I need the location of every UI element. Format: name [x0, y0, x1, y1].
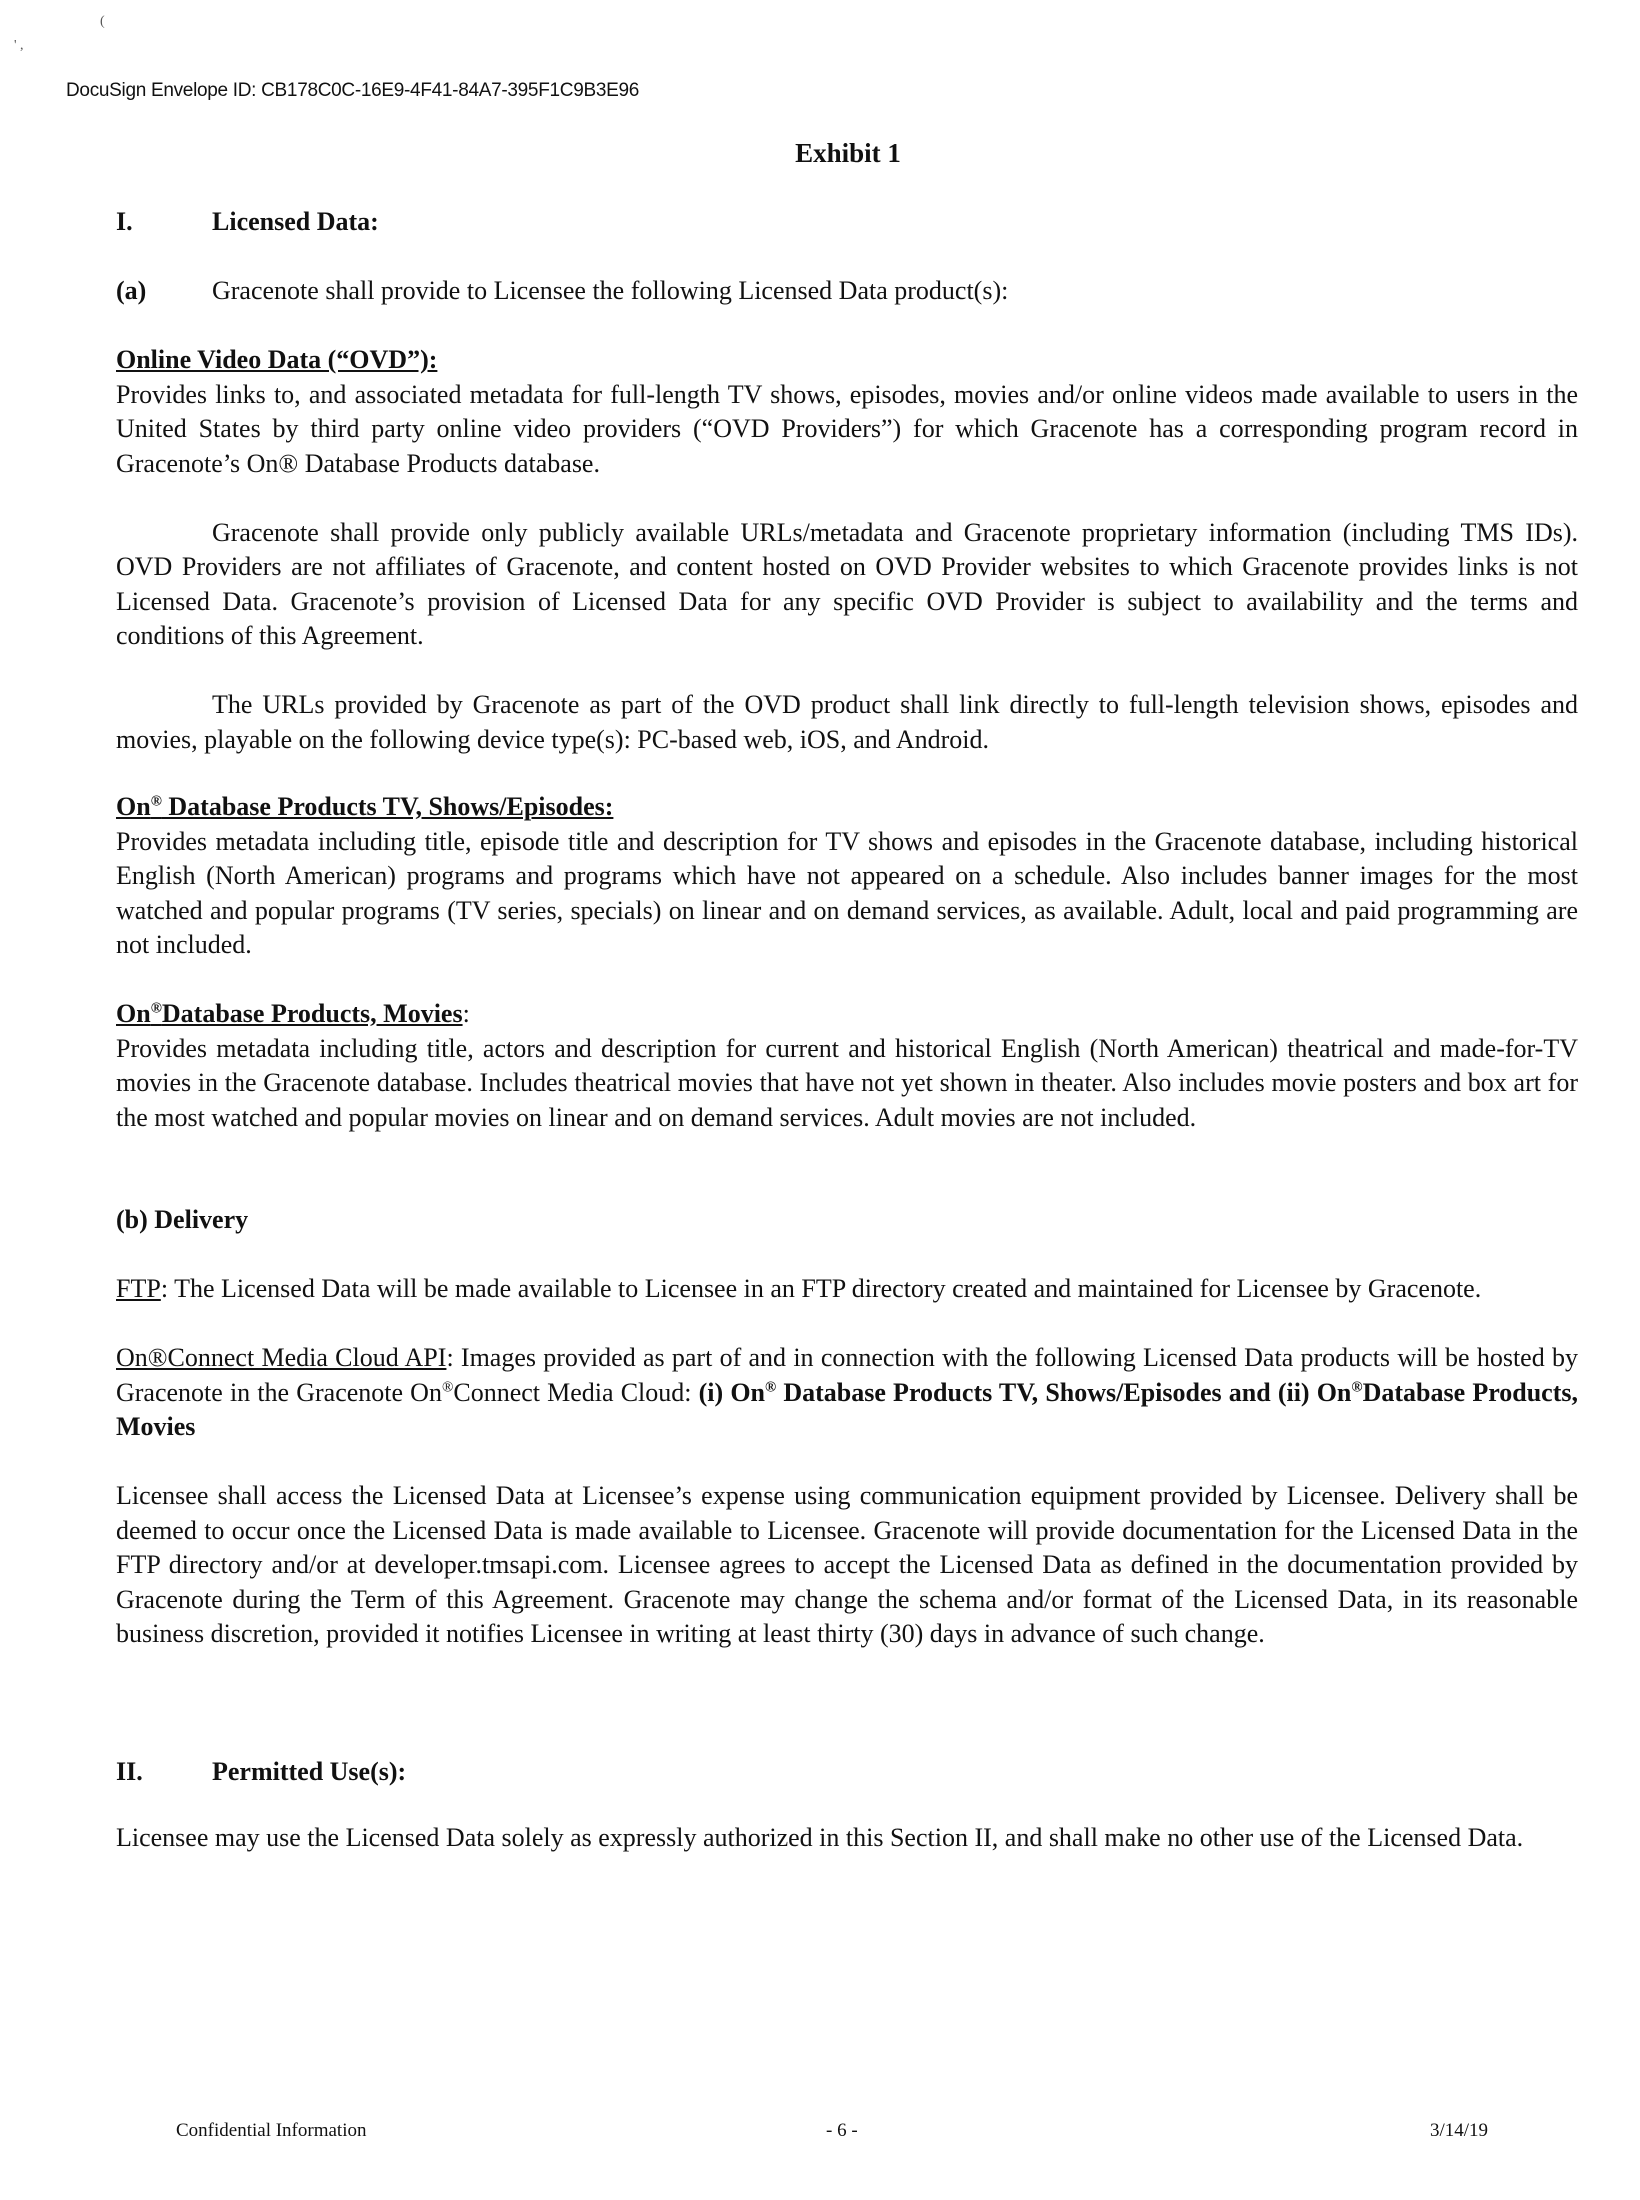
- tv-section: [116, 790, 1578, 963]
- heading-part: Database Products, Movies: [161, 999, 463, 1028]
- heading-colon: :: [462, 999, 470, 1028]
- subsection-number: (a): [116, 276, 147, 305]
- heading-part: Database Products TV, Shows/Episodes:: [161, 792, 614, 821]
- ovd-paragraph: Gracenote shall provide only publicly available URLs/metadata and Gracenote proprietary information (including TMS IDs). OVD Providers are not affiliates of Gracenote, and content hosted on OVD Provider websites to which Gracenote provides links is not Licensed Data. Gracenote’s provision of Licensed Data for any specific OVD Provider is subject to availability and the terms and conditions of this Agreement.: [116, 517, 1578, 650]
- registered-mark: ®: [441, 1378, 454, 1395]
- permitted-use-paragraph: Licensee may use the Licensed Data solely as expressly authorized in this Section II, and shall make no other use of the Licensed Data.: [116, 1823, 1524, 1852]
- section-number: I.: [116, 207, 133, 236]
- section-title: Permitted Use(s):: [212, 1757, 407, 1786]
- ovd-paragraph: Provides links to, and associated metadata for full-length TV shows, episodes, movies and/or online videos made available to users in the United States by third party online video providers (“OVD Providers”) for which Gracenote has a corresponding program record in Gracenote’s On® Database Products database.: [116, 379, 1578, 478]
- subsection-a: [116, 274, 1578, 309]
- section-heading-permitted-uses: [116, 1755, 1578, 1790]
- delivery-paragraph: Licensee shall access the Licensed Data at Licensee’s expense using communication equipment provided by Licensee. Delivery shall be deemed to occur once the Licensed Data is made available to Licensee. Gracenote will provide documentation for the Licensed Data in the FTP directory and/or at developer.tmsapi.com. Licensee agrees to accept the Licensed Data as defined in the documentation provided by Gracenote during the Term of this Agreement. Gracenote may change the schema and/or format of the Licensed Data, in its reasonable business discretion, provided it notifies Licensee in writing at least thirty (30) days in advance of such change.: [116, 1481, 1578, 1648]
- api-text: : Images provided as part of and in connection with the following Licensed Data products will be hosted by Gracenote in the Gracenote On: [116, 1343, 1578, 1407]
- ftp-text: : The Licensed Data will be made available to Licensee in an FTP directory created and maintained for Licensee by Gracenote.: [160, 1274, 1482, 1303]
- movies-section: [116, 997, 1578, 1135]
- registered-mark: ®: [150, 1000, 162, 1017]
- api-product: (i) On: [698, 1377, 766, 1407]
- ovd-section: [116, 343, 1578, 757]
- delivery-heading: (b) Delivery: [116, 1205, 249, 1234]
- section-number: II.: [116, 1757, 143, 1786]
- subsection-text: Gracenote shall provide to Licensee the following Licensed Data product(s):: [212, 276, 1009, 305]
- ovd-heading: Online Video Data (“OVD”):: [116, 345, 438, 374]
- page-title: Exhibit 1: [795, 138, 901, 168]
- footer-date: 3/14/19: [1430, 2120, 1489, 2141]
- scan-mark: (: [100, 14, 105, 29]
- section-heading-licensed-data: [116, 205, 1578, 240]
- heading-part: On: [116, 792, 151, 821]
- footer-page-number: - 6 -: [826, 2120, 858, 2141]
- api-text: Connect Media Cloud:: [453, 1377, 699, 1407]
- tv-heading: [116, 790, 1578, 825]
- ovd-paragraph: The URLs provided by Gracenote as part of the OVD product shall link directly to full-length television shows, episodes and movies, playable on the following device type(s): PC-based web, iOS, and Android.: [116, 690, 1578, 754]
- registered-mark: ®: [765, 1378, 777, 1395]
- api-product: Database Products, Movies: [116, 1377, 1579, 1441]
- scan-mark: ' ,: [14, 38, 24, 53]
- footer-confidential: Confidential Information: [176, 2120, 367, 2141]
- envelope-id: DocuSign Envelope ID: CB178C0C-16E9-4F41-84A7-395F1C9B3E96: [66, 80, 640, 101]
- delivery-section: [116, 1203, 1578, 1652]
- heading-part: On: [116, 999, 151, 1028]
- ftp-label: FTP: [116, 1274, 161, 1303]
- movies-heading: [116, 997, 1578, 1032]
- tv-paragraph: Provides metadata including title, episode title and description for TV shows and episodes in the Gracenote database, including historical English (North American) programs and programs which have not appeared on a schedule. Also includes banner images for the most watched and popular programs (TV series, specials) on linear and on demand services, as available. Adult, local and paid programming are not included.: [116, 826, 1578, 959]
- api-label: On®Connect Media Cloud API: [116, 1343, 447, 1372]
- api-paragraph: [116, 1341, 1578, 1445]
- movies-paragraph: Provides metadata including title, actors and description for current and historical English (North American) theatrical and made-for-TV movies in the Gracenote database. Includes theatrical movies that have not yet shown in theater. Also includes movie posters and box art for the most watched and popular movies on linear and on demand services. Adult movies are not included.: [116, 1033, 1578, 1132]
- ftp-paragraph: [116, 1272, 1578, 1307]
- section-title: Licensed Data:: [212, 207, 379, 236]
- api-product: Database Products TV, Shows/Episodes and (ii) On: [776, 1377, 1352, 1407]
- registered-mark: ®: [1351, 1378, 1363, 1395]
- registered-mark: ®: [150, 793, 162, 810]
